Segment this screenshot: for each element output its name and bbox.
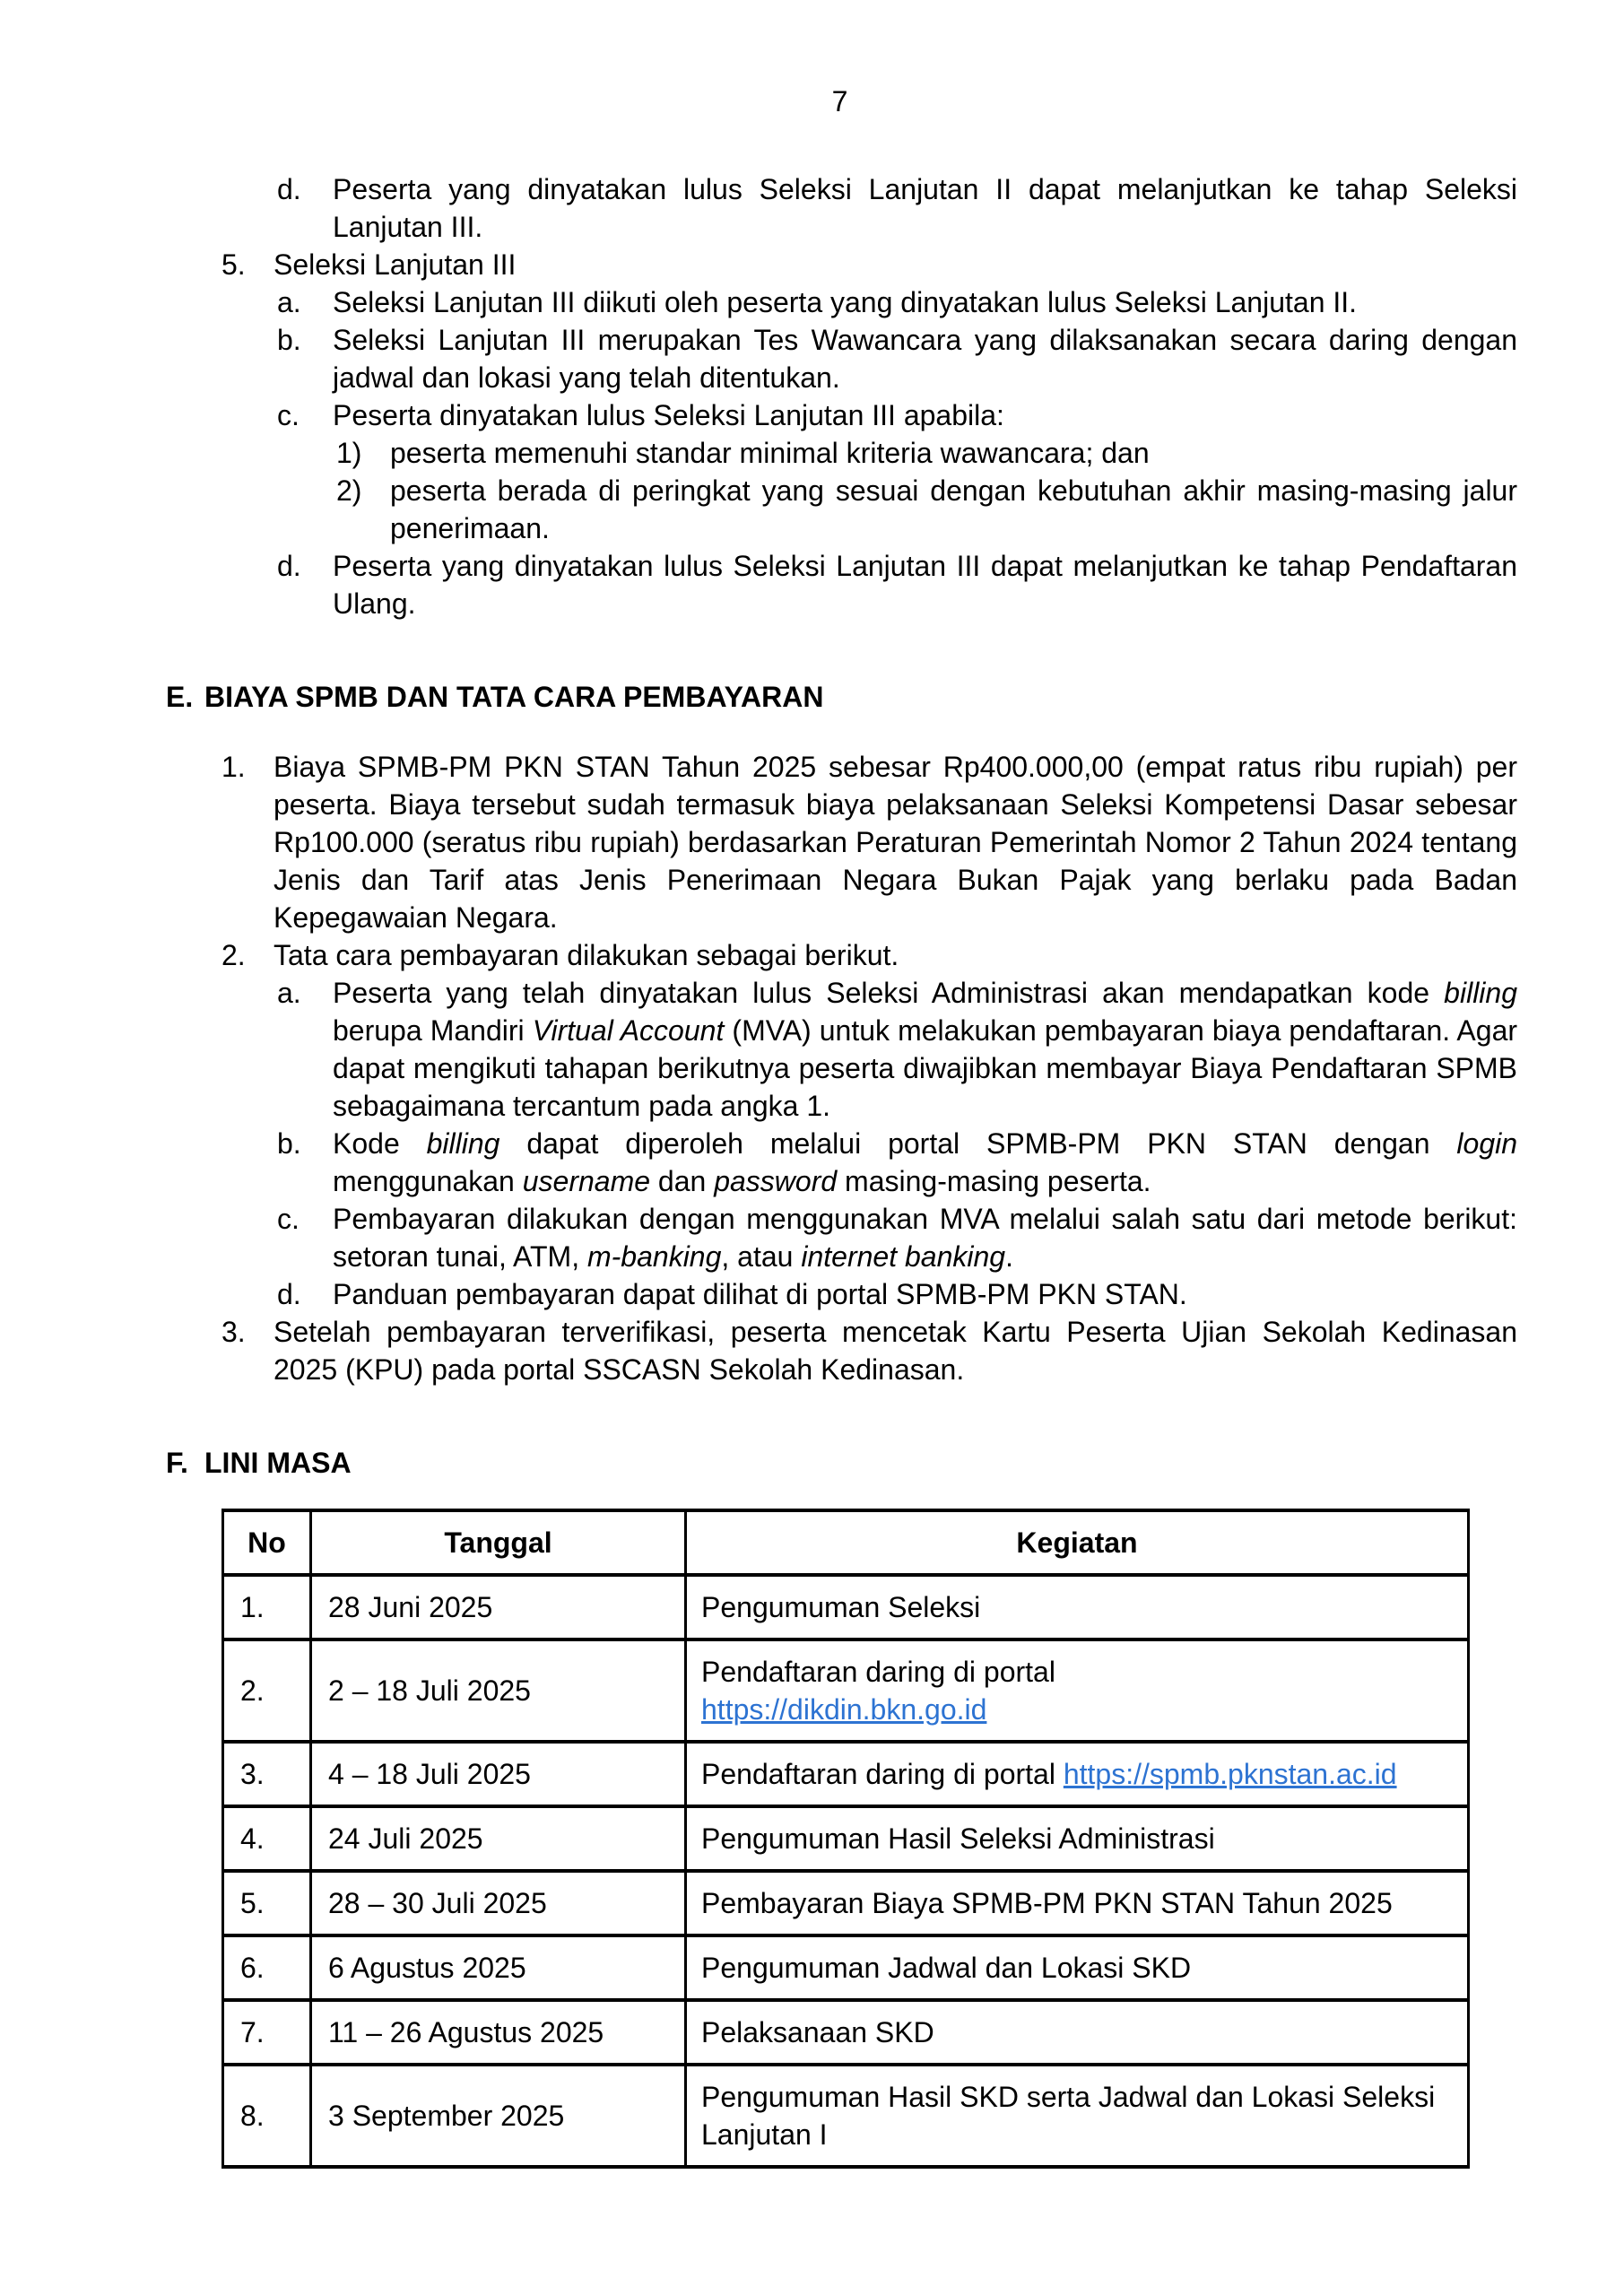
table-cell-tanggal: 28 – 30 Juli 2025 [311,1871,686,1935]
list-item-text [333,1125,1517,1200]
table-cell-tanggal: 2 – 18 Juli 2025 [311,1639,686,1742]
list-item [221,748,1517,936]
section-letter: E. [166,681,194,713]
table-cell-tanggal: 11 – 26 Agustus 2025 [311,2000,686,2065]
table-row [223,1871,1469,1935]
table-header-cell: Kegiatan [686,1510,1469,1575]
list-item-text [333,1275,1517,1313]
text-run: Tata cara pembayaran dilakukan sebagai berikut. [274,939,899,971]
text-run: Pendaftaran daring di portal [701,1656,1055,1688]
table-row [223,2000,1469,2065]
list-item [277,170,1517,246]
table-row [223,1575,1469,1639]
list-item [277,1275,1517,1313]
section-heading [166,678,1514,716]
text-run: peserta memenuhi standar minimal kriteria wawancara; dan [390,437,1150,469]
section-heading [166,1444,1514,1482]
text-run: dapat diperoleh melalui portal SPMB-PM PKN STAN dengan [499,1127,1457,1160]
text-run: Pengumuman Hasil Seleksi Administrasi [701,1822,1215,1855]
table-row [223,1935,1469,2000]
text-run: Peserta yang dinyatakan lulus Seleksi Lanjutan II dapat melanjutkan ke tahap Seleksi Lanjutan III. [333,173,1517,243]
text-run: Pendaftaran daring di portal [701,1758,1064,1790]
table-cell-tanggal: 28 Juni 2025 [311,1575,686,1639]
table-cell-kegiatan [686,1935,1469,2000]
italic-text-run: internet banking [801,1240,1006,1273]
list-item-text [333,1200,1517,1275]
italic-text-run: username [522,1165,651,1197]
table-cell-no: 4. [223,1806,311,1871]
table-row [223,2065,1469,2167]
text-run: Seleksi Lanjutan III [274,248,517,281]
table-cell-no: 5. [223,1871,311,1935]
table-header-cell: No [223,1510,311,1575]
text-run: Biaya SPMB-PM PKN STAN Tahun 2025 sebesar Rp400.000,00 (empat ratus ribu rupiah) per peserta. Biaya tersebut sudah termasuk biaya pelaksanaan Seleksi Kompetensi Dasar sebesar Rp100.000 (seratus ribu rupiah) berdasarkan Peraturan Pemerintah Nomor 2 Tahun 2024 tentang Jenis dan Tarif atas Jenis Penerimaan Negara Bukan Pajak yang berlaku pada Badan Kepegawaian Negara. [274,751,1517,934]
text-run: masing-masing peserta. [837,1165,1151,1197]
table-header-row [223,1510,1469,1575]
list-marker: b. [277,324,301,356]
text-run: Peserta yang telah dinyatakan lulus Seleksi Administrasi akan mendapatkan kode [333,977,1445,1009]
list-item-text [274,748,1517,936]
list-item [221,936,1517,974]
table-cell-no: 3. [223,1742,311,1806]
italic-text-run: Virtual Account [532,1014,725,1047]
section-letter: F. [166,1447,188,1479]
list-marker: c. [277,399,300,431]
text-run: berupa Mandiri [333,1014,533,1047]
portal-link[interactable]: https://spmb.pknstan.ac.id [1063,1758,1397,1790]
text-run: Pengumuman Hasil SKD serta Jadwal dan Lokasi Seleksi Lanjutan I [701,2081,1436,2151]
text-run: Peserta yang dinyatakan lulus Seleksi Lanjutan III dapat melanjutkan ke tahap Pendaftaran Ulang. [333,550,1517,620]
list-item-text [274,1313,1517,1388]
list-marker: d. [277,173,301,205]
page-number: 7 [831,85,848,117]
italic-text-run: password [714,1165,838,1197]
table-cell-kegiatan [686,1871,1469,1935]
list-marker: 1) [336,437,362,469]
list-marker: d. [277,1278,301,1310]
list-marker: 5. [221,248,246,281]
text-run: . [1005,1240,1013,1273]
table-row [223,1639,1469,1742]
text-run: Seleksi Lanjutan III diikuti oleh peserta yang dinyatakan lulus Seleksi Lanjutan II. [333,286,1358,318]
table-cell-tanggal: 6 Agustus 2025 [311,1935,686,2000]
timeline-table-body [223,1575,1469,2167]
table-cell-tanggal: 3 September 2025 [311,2065,686,2167]
text-run: Pembayaran Biaya SPMB-PM PKN STAN Tahun 2025 [701,1887,1393,1919]
table-cell-no: 6. [223,1935,311,2000]
text-run: Setelah pembayaran terverifikasi, peserta mencetak Kartu Peserta Ujian Sekolah Kedinasan 2025 (KPU) pada portal SSCASN Sekolah Kedinasan. [274,1316,1517,1386]
list-item-text [333,396,1517,434]
list-item-text [333,321,1517,396]
text-run: dan [650,1165,715,1197]
section-title: BIAYA SPMB DAN TATA CARA PEMBAYARAN [204,681,824,713]
text-run: Pengumuman Seleksi [701,1591,981,1623]
list-marker: a. [277,286,301,318]
timeline-table-head [223,1510,1469,1575]
timeline-table [221,1509,1470,2169]
list-item [221,246,1517,283]
list-item [277,1125,1517,1200]
list-item-text [390,472,1517,547]
table-cell-no: 7. [223,2000,311,2065]
table-cell-kegiatan [686,2065,1469,2167]
list-item-text [333,974,1517,1125]
table-cell-tanggal: 24 Juli 2025 [311,1806,686,1871]
italic-text-run: billing [1444,977,1517,1009]
list-item [277,283,1517,321]
list-marker: d. [277,550,301,582]
text-run: peserta berada di peringkat yang sesuai dengan kebutuhan akhir masing-masing jalur penerimaan. [390,474,1517,544]
table-cell-kegiatan [686,1806,1469,1871]
table-cell-tanggal: 4 – 18 Juli 2025 [311,1742,686,1806]
list-item-text [390,434,1517,472]
text-run: , atau [721,1240,802,1273]
list-marker: 2) [336,474,362,507]
table-cell-kegiatan [686,1639,1469,1742]
list-item-text [274,246,1517,283]
table-cell-kegiatan [686,1742,1469,1806]
list-item [277,396,1517,434]
table-cell-no: 2. [223,1639,311,1742]
list-item [277,974,1517,1125]
text-run: Peserta dinyatakan lulus Seleksi Lanjutan III apabila: [333,399,1004,431]
text-run: Pelaksanaan SKD [701,2016,934,2048]
table-cell-no: 1. [223,1575,311,1639]
list-item-text [333,170,1517,246]
table-row [223,1806,1469,1871]
text-run: Seleksi Lanjutan III merupakan Tes Wawancara yang dilaksanakan secara daring dengan jadwal dan lokasi yang telah ditentukan. [333,324,1517,394]
text-run: menggunakan [333,1165,523,1197]
list-marker: b. [277,1127,301,1160]
list-marker: c. [277,1203,300,1235]
list-item [277,1200,1517,1275]
text-run: Kode [333,1127,427,1160]
table-row [223,1742,1469,1806]
table-cell-no: 8. [223,2065,311,2167]
text-run: Pengumuman Jadwal dan Lokasi SKD [701,1952,1192,1984]
italic-text-run: billing [426,1127,500,1160]
section-title: LINI MASA [204,1447,352,1479]
list-item-text [274,936,1517,974]
table-cell-kegiatan [686,1575,1469,1639]
text-run: Panduan pembayaran dapat dilihat di portal SPMB-PM PKN STAN. [333,1278,1187,1310]
list-item-text [333,283,1517,321]
table-cell-kegiatan [686,2000,1469,2065]
text-run: Pembayaran dilakukan dengan menggunakan MVA melalui salah satu dari metode berikut: setoran tunai, ATM, [333,1203,1517,1273]
list-marker: 1. [221,751,246,783]
list-item [221,1313,1517,1388]
document-body [0,170,1624,1482]
text-run: (MVA) untuk melakukan pembayaran biaya pendaftaran. Agar dapat mengikuti tahapan berikutnya peserta diwajibkan membayar Biaya Pendaftaran SPMB sebagaimana tercantum pada angka 1. [333,1014,1518,1122]
table-header-cell: Tanggal [311,1510,686,1575]
list-item [277,321,1517,396]
list-item [336,472,1517,547]
list-item [277,547,1517,622]
list-marker: 3. [221,1316,246,1348]
italic-text-run: m-banking [586,1240,722,1273]
italic-text-run: login [1456,1127,1518,1160]
list-marker: a. [277,977,301,1009]
list-item [336,434,1517,472]
list-marker: 2. [221,939,246,971]
list-item-text [333,547,1517,622]
portal-link[interactable]: https://dikdin.bkn.go.id [701,1693,987,1726]
